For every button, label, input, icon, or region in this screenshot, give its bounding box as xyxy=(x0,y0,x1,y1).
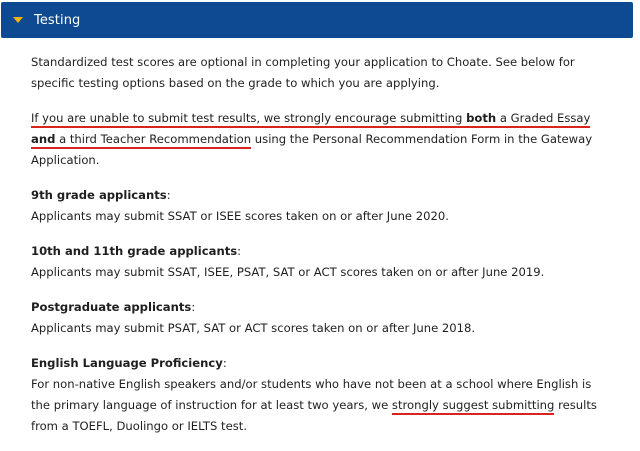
intro-paragraph: Standardized test scores are optional in completing your application to Choate. See below for specific testing options based on the grade to which you are applying. xyxy=(31,55,575,90)
heading-colon: : xyxy=(222,356,227,370)
heading-colon: : xyxy=(166,188,171,202)
no-scores-text-4: Teacher Recommendation xyxy=(100,132,252,146)
section-10th-11th-grade xyxy=(31,241,611,283)
heading-colon: : xyxy=(191,300,196,314)
no-scores-text-3: a third xyxy=(55,132,97,146)
section-text: Applicants may submit PSAT, SAT or ACT scores taken on or after June 2018. xyxy=(31,321,476,335)
heading-colon: : xyxy=(237,244,242,258)
accordion-header[interactable] xyxy=(1,2,633,38)
accordion-title: Testing xyxy=(34,12,81,28)
english-text-after: results from a TOEFL, Duolingo or IELTS test. xyxy=(31,398,597,433)
section-text xyxy=(31,374,611,437)
section-text: Applicants may submit SSAT, ISEE, PSAT, SAT or ACT scores taken on or after June 2019. xyxy=(31,265,545,279)
accordion-content xyxy=(31,52,611,451)
section-english-proficiency xyxy=(31,353,611,437)
english-text-highlight: strongly suggest submitting xyxy=(392,398,554,415)
section-heading: English Language Proficiency xyxy=(31,356,223,370)
caret-down-icon xyxy=(13,17,23,23)
section-heading: Postgraduate applicants xyxy=(31,300,192,314)
section-heading: 9th grade applicants xyxy=(31,188,167,202)
no-scores-text-1: If you are unable to submit test results, we strongly encourage submitting xyxy=(31,111,467,125)
no-scores-text-2: a Graded Essay xyxy=(496,111,591,125)
section-9th-grade xyxy=(31,185,611,227)
section-postgraduate xyxy=(31,297,611,339)
english-text-before: For non-native English speakers and/or students who have not been at a school where English is the primary language of instruction for at least two years, we xyxy=(31,377,592,412)
section-text: Applicants may submit SSAT or ISEE scores taken on or after June 2020. xyxy=(31,209,449,223)
no-scores-paragraph xyxy=(31,108,611,171)
no-scores-text-5: using the Personal Recommendation Form in the Gateway Application. xyxy=(31,132,593,167)
section-heading: 10th and 11th grade applicants xyxy=(31,244,238,258)
no-scores-bold-both: both xyxy=(466,111,497,125)
no-scores-bold-and: and xyxy=(31,132,56,146)
